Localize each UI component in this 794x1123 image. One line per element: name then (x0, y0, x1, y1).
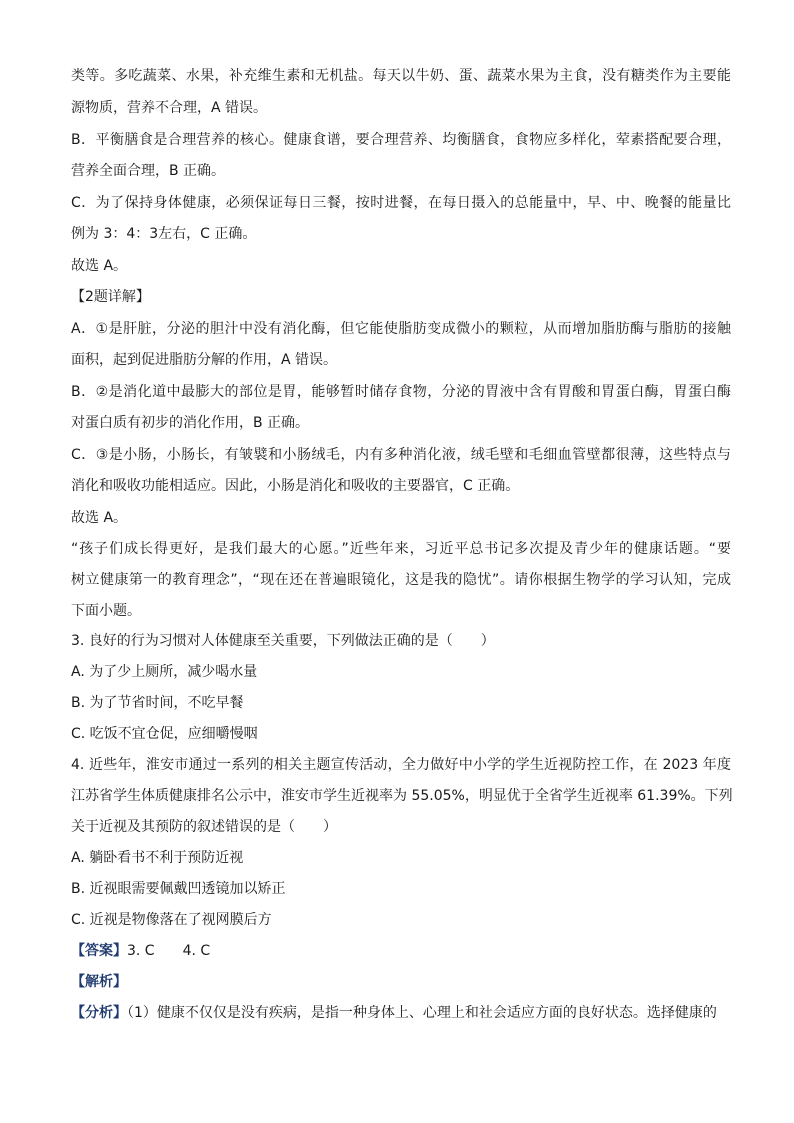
answer-line (71, 941, 731, 961)
paragraph-line: 源物质，营养不合理，A 错误。 (71, 100, 268, 116)
question-stem: 3. 良好的行为习惯对人体健康至关重要，下列做法正确的是（ ） (71, 633, 495, 649)
answer-text: 3. C 4. C (127, 943, 211, 959)
option-a: A. 为了少上厕所，减少喝水量 (71, 664, 258, 680)
paragraph-line: 例为 3：4：3左右，C 正确。 (71, 226, 257, 242)
paragraph-line: 故选 A。 (71, 510, 128, 526)
analysis-label: 【分析】 (71, 1005, 127, 1021)
paragraph-line: 故选 A。 (71, 258, 128, 274)
analysis-heading-label: 【解析】 (71, 974, 127, 990)
question-stem: 4. 近些年，淮安市通过一系列的相关主题宣传活动，全力做好中小学的学生近视防控工作，在 2023 年度 (71, 757, 731, 773)
paragraph-line: 类等。多吃蔬菜、水果，补充维生素和无机盐。每天以牛奶、蛋、蔬菜水果为主食，没有糖类作为主要能 (71, 68, 731, 84)
paragraph-line: 下面小题。 (71, 603, 141, 619)
question-stem: 关于近视及其预防的叙述错误的是（ ） (71, 819, 337, 835)
paragraph-line: B．②是消化道中最膨大的部位是胃，能够暂时储存食物，分泌的胃液中含有胃酸和胃蛋白酶，胃蛋白酶 (71, 384, 731, 400)
analysis-line (71, 1003, 731, 1023)
paragraph-line: C．为了保持身体健康，必须保证每日三餐，按时进餐，在每日摄入的总能量中，早、中、晚餐的能量比 (71, 195, 731, 211)
analysis-text: （1）健康不仅仅是没有疾病，是指一种身体上、心理上和社会适应方面的良好状态。选择健康的 (127, 1005, 717, 1021)
paragraph-line: A．①是肝脏，分泌的胆汁中没有消化酶，但它能使脂肪变成微小的颗粒，从而增加脂肪酶与脂肪的接触 (71, 321, 731, 337)
question-stem: 江苏省学生体质健康排名公示中，淮安市学生近视率为 55.05%，明显优于全省学生近视率 61.39%。下列 (71, 788, 733, 804)
analysis-heading (71, 972, 731, 992)
paragraph-line: 对蛋白质有初步的消化作用，B 正确。 (71, 415, 310, 431)
option-b: B. 近视眼需要佩戴凹透镜加以矫正 (71, 881, 286, 897)
option-c: C. 吃饭不宜仓促，应细嚼慢咽 (71, 726, 258, 742)
section-heading: 【2题详解】 (71, 289, 150, 305)
paragraph-line: 营养全面合理，B 正确。 (71, 163, 226, 179)
option-a: A. 躺卧看书不利于预防近视 (71, 850, 244, 866)
paragraph-line: “孩子们成长得更好，是我们最大的心愿。”近些年来，习近平总书记多次提及青少年的健康话题。“要 (71, 541, 731, 557)
option-b: B. 为了节省时间，不吃早餐 (71, 695, 244, 711)
paragraph-line: C．③是小肠，小肠长，有皱襞和小肠绒毛，内有多种消化液，绒毛壁和毛细血管壁都很薄，这些特点与 (71, 447, 731, 463)
answer-label: 【答案】 (71, 943, 127, 959)
paragraph-line: 消化和吸收功能相适应。因此，小肠是消化和吸收的主要器官，C 正确。 (71, 478, 520, 494)
paragraph-line: 面积，起到促进脂肪分解的作用，A 错误。 (71, 352, 338, 368)
paragraph-line: 树立健康第一的教育理念”，“现在还在普遍眼镜化，这是我的隐忧”。请你根据生物学的学习认知，完成 (71, 572, 731, 588)
option-c: C. 近视是物像落在了视网膜后方 (71, 912, 272, 928)
paragraph-line: B．平衡膳食是合理营养的核心。健康食谱，要合理营养、均衡膳食，食物应多样化，荤素搭配要合理， (71, 132, 731, 148)
